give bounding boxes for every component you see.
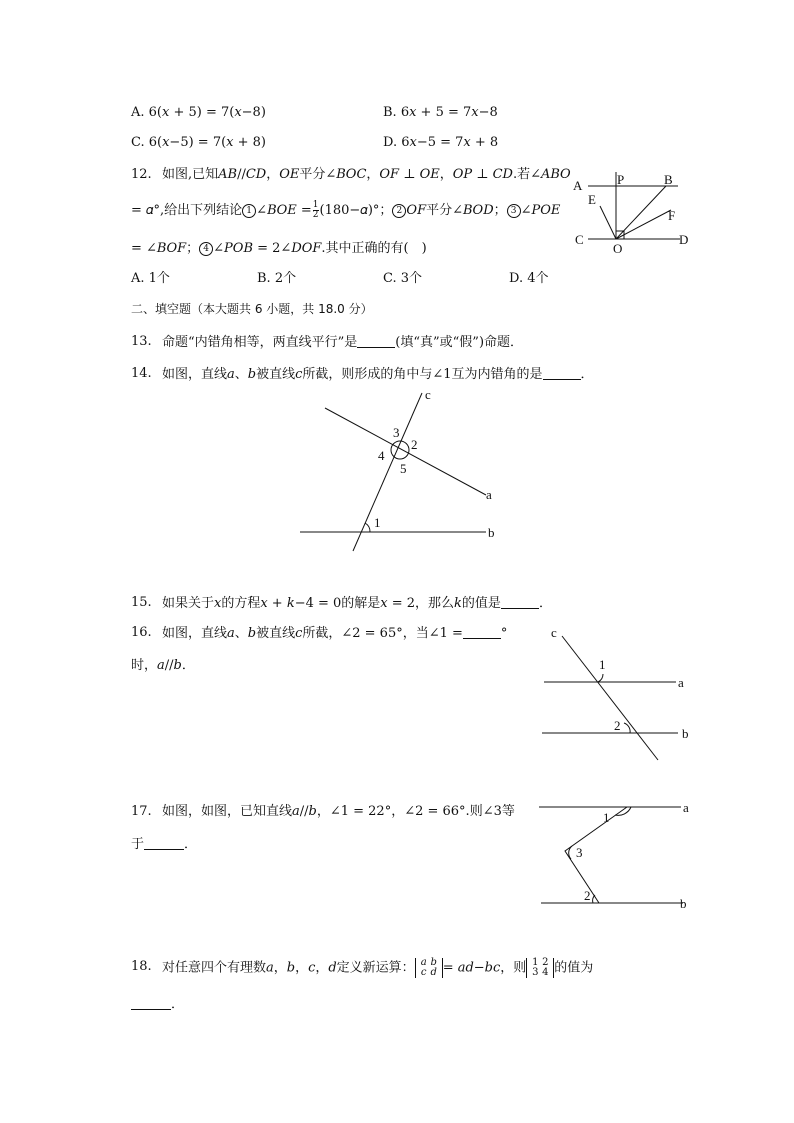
q17-answer-blank bbox=[144, 835, 184, 850]
q12-line2-a: = 𝛼°,给出下列结论 bbox=[131, 203, 243, 218]
q12-line3-b: ∠𝑃𝑂𝐵 = 2∠𝐷𝑂𝐹.其中正确的有( ) bbox=[213, 241, 427, 256]
label-b: b bbox=[680, 896, 687, 911]
q15-answer-blank bbox=[501, 594, 539, 609]
q11-option-b: B. 6𝑥 + 5 = 7𝑥−8 bbox=[383, 105, 498, 120]
q12-line2-b: ∠𝐵𝑂𝐸 = bbox=[256, 203, 312, 218]
label-c: c bbox=[551, 625, 557, 640]
label-a: a bbox=[678, 675, 684, 690]
det1-c: 𝑐 bbox=[420, 967, 427, 978]
label-2: 2 bbox=[614, 718, 621, 733]
q17-number: 17. bbox=[131, 804, 152, 819]
q12-option-b: B. 2个 bbox=[257, 271, 297, 286]
label-1: 1 bbox=[374, 515, 381, 530]
label-p: P bbox=[617, 172, 625, 187]
label-b: B bbox=[664, 172, 673, 187]
line-a bbox=[325, 408, 486, 495]
label-f: F bbox=[668, 208, 676, 223]
q18-number: 18. bbox=[131, 959, 152, 974]
q17-line2 bbox=[131, 835, 197, 854]
q11-option-a: A. 6(𝑥 + 5) = 7(𝑥−8) bbox=[131, 105, 266, 120]
fraction-half bbox=[313, 201, 319, 220]
label-3: 3 bbox=[393, 425, 400, 440]
circled-3: 3 bbox=[507, 204, 521, 218]
q14-number: 14. bbox=[131, 366, 152, 381]
q17-figure bbox=[535, 795, 700, 915]
angle-1-arc bbox=[365, 523, 370, 532]
ray-oe bbox=[600, 206, 616, 239]
q18-line2 bbox=[131, 995, 184, 1014]
q12-line2 bbox=[131, 201, 560, 220]
label-c: C bbox=[575, 232, 584, 247]
q13-answer-blank bbox=[357, 333, 395, 348]
label-1: 1 bbox=[599, 657, 606, 672]
q18-text-a: 对任意四个有理数𝑎，𝑏，𝑐，𝑑定义新运算： bbox=[162, 960, 415, 976]
det2-3: 3 bbox=[532, 967, 539, 978]
label-1: 1 bbox=[603, 810, 610, 825]
q12-line1: 如图,已知𝐴𝐵//𝐶𝐷，𝑂𝐸平分∠𝐵𝑂𝐶，𝑂𝐹 ⊥ 𝑂𝐸，𝑂𝑃 ⊥ 𝐶𝐷.若∠𝐴𝐵𝑂 bbox=[162, 167, 571, 182]
q12-figure bbox=[570, 168, 695, 258]
label-a: A bbox=[573, 178, 583, 193]
q11-option-c: C. 6(𝑥−5) = 7(𝑥 + 8) bbox=[131, 135, 266, 150]
frac-numerator: 1 bbox=[312, 200, 319, 210]
det1-a: 𝑎 bbox=[420, 957, 427, 968]
angle-2-arc bbox=[624, 723, 630, 733]
q16-answer-blank bbox=[463, 624, 501, 639]
q15-number: 15. bbox=[131, 595, 152, 610]
q12-line2-c: (180−𝛼)°； bbox=[319, 203, 393, 218]
label-4: 4 bbox=[378, 448, 385, 463]
q13-text bbox=[162, 333, 523, 352]
label-3: 3 bbox=[576, 845, 583, 860]
q12-line2-e: ∠𝑃𝑂𝐸 bbox=[520, 203, 561, 218]
label-5: 5 bbox=[400, 461, 407, 476]
section-heading: 二、填空题（本大题共 6 小题，共 18.0 分） bbox=[131, 302, 373, 316]
label-2: 2 bbox=[411, 437, 418, 452]
label-a: a bbox=[486, 487, 492, 502]
q14-figure bbox=[290, 385, 510, 555]
q12-line3 bbox=[131, 240, 427, 258]
q14-answer-blank bbox=[543, 365, 581, 380]
q18-text-c: 的值为 bbox=[554, 960, 594, 976]
circled-4: 4 bbox=[199, 242, 213, 256]
q11-option-d: D. 6𝑥−5 = 7𝑥 + 8 bbox=[383, 135, 499, 150]
q15-text-b: ． bbox=[538, 596, 552, 611]
q12-option-d: D. 4个 bbox=[509, 271, 549, 286]
line-c bbox=[562, 636, 658, 760]
q12-number: 12. bbox=[131, 167, 152, 182]
angle-1-arc bbox=[598, 674, 603, 682]
determinant-symbolic bbox=[415, 958, 443, 978]
label-o: O bbox=[613, 241, 623, 256]
q17-line2-b: ． bbox=[184, 837, 198, 852]
label-2: 2 bbox=[584, 888, 591, 903]
q12-option-c: C. 3个 bbox=[383, 271, 423, 286]
label-a: a bbox=[683, 800, 689, 815]
q16-line2: 时，𝑎//𝑏． bbox=[131, 658, 195, 673]
q12-line3-a: = ∠𝐵𝑂𝐹； bbox=[131, 241, 200, 256]
q15-text-a: 如果关于𝑥的方程𝑥 + 𝑘−4 = 0的解是𝑥 = 2，那么𝑘的值是 bbox=[162, 596, 501, 611]
frac-denominator: 2 bbox=[312, 210, 319, 220]
label-b: b bbox=[488, 525, 495, 540]
circled-1: 1 bbox=[242, 204, 256, 218]
q16-number: 16. bbox=[131, 625, 152, 640]
q18-text bbox=[162, 958, 593, 978]
q16-text bbox=[162, 624, 507, 643]
q18-line2-end: ． bbox=[171, 997, 185, 1012]
q18-answer-blank bbox=[131, 995, 171, 1010]
q16-figure bbox=[540, 622, 700, 762]
label-d: D bbox=[679, 232, 689, 247]
q13-number: 13. bbox=[131, 334, 152, 349]
det2-2: 2 bbox=[542, 957, 549, 968]
q14-text-a: 如图，直线𝑎、𝑏被直线𝑐所截，则形成的角中与∠1互为内错角的是 bbox=[162, 367, 543, 382]
determinant-numeric bbox=[526, 958, 554, 978]
det1-d: 𝑑 bbox=[430, 967, 437, 978]
line-c bbox=[353, 393, 422, 551]
zigzag-path bbox=[565, 807, 627, 903]
q18-text-b: = 𝑎𝑑−𝑏𝑐，则 bbox=[442, 960, 527, 976]
q12-line2-d: 𝑂𝐹平分∠𝐵𝑂𝐷； bbox=[406, 203, 507, 218]
q12-option-a: A. 1个 bbox=[131, 271, 170, 286]
q17-line2-a: 于 bbox=[131, 837, 145, 852]
det2-4: 4 bbox=[542, 967, 549, 978]
circled-2: 2 bbox=[392, 204, 406, 218]
q13-text-a: 命题“内错角相等，两直线平行”是 bbox=[162, 335, 358, 350]
q14-text-b: ． bbox=[580, 367, 594, 382]
label-b: b bbox=[682, 726, 689, 741]
det2-1: 1 bbox=[532, 957, 539, 968]
label-e: E bbox=[588, 192, 596, 207]
q15-text bbox=[162, 594, 552, 613]
q14-text bbox=[162, 365, 594, 384]
q13-text-b: (填“真”或“假”)命题． bbox=[395, 335, 524, 350]
q16-text-b: ° bbox=[500, 626, 508, 641]
q17-text: 如图，如图，已知直线𝑎//𝑏，∠1 = 22°，∠2 = 66°.则∠3等 bbox=[162, 804, 515, 819]
q16-text-a: 如图，直线𝑎、𝑏被直线𝑐所截，∠2 = 65°，当∠1 = bbox=[162, 626, 463, 641]
det1-b: 𝑏 bbox=[430, 957, 437, 968]
label-c: c bbox=[425, 387, 431, 402]
